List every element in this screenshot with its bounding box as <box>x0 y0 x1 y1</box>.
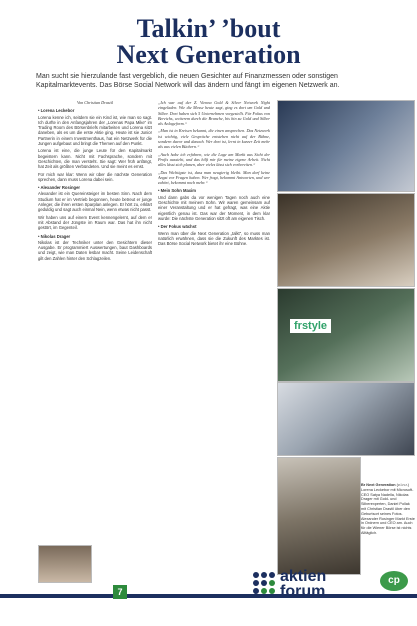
byline: Von Christian Drastil <box>76 100 114 105</box>
photo-conference <box>277 100 415 192</box>
subheading-lorena: • Lorena Leckebor <box>38 108 75 114</box>
headline-line1: Talkin’ ’bout <box>136 14 281 43</box>
paragraph: Lorena ist eine, die junge Leute für den Kapitalmarkt begeistern kann. Nicht mit Fachsprache, sondern mit Geschichten, die man versteht. Sie sagt: Wer früh anfängt, hat Zeit als größten Verbündeten. Und sie meint es ernst. <box>38 148 152 170</box>
aktienforum-logo <box>250 569 410 609</box>
photo-event-sign <box>277 288 415 382</box>
paragraph: Alexander ist ein Quereinsteiger im besten Sinn. Nach dem Studium hat er im Vertrieb begonnen, heute betreut er junge Anleger, die ihren ersten Sparplan anlegen. Er hört zu, erklärt geduldig und sagt auch einmal Nein, wenn etwas nicht passt. <box>38 191 152 213</box>
paragraph: Für mich war klar: Wenn wir über die nächste Generation sprechen, dann muss Lorena dabei sein. <box>38 171 152 182</box>
subheading-alexander: • Alexander Rosinger <box>38 185 81 191</box>
subheading-maxim: • Mein Sohn Maxim <box>158 188 196 194</box>
subheading-nikolas: • Nikolas Drager <box>38 233 71 239</box>
article-column-2 <box>158 100 270 560</box>
partner-badge: cp <box>380 571 408 591</box>
article-column-1 <box>38 100 152 560</box>
quote-paragraph: „Ich war auf der Z. Vienna Gold & Silver Network Night eingeladen. Wie die Messe heute sagt, ging es dort um Gold und Silber. Dort haben sich 5 Unternehmen vorgestellt. Für Fokus von Bereichs, weiterem durch die Branche, bis hin zu Gold und Silber als Anlageform.“ <box>158 100 270 127</box>
portrait-photo <box>38 545 92 583</box>
caption-title: Br Next Generation <box>361 483 396 487</box>
logo-mark-icon <box>250 569 276 599</box>
paragraph: Lorena kenne ich, seitdem sie ein Kind ist, wie man so sagt. Ich durfte in den Anfangsjahren der „Lorenas Papa Mike“ im Trading Room des Börsenbriefs mitarbeiten und Lorena sitzt daneben, als es um die erste Aktie ging. Heute ist sie Junior Partnerin in einem Investmenthaus, hat ein Netzwerk für die Jungen aufgebaut und bringt die Themen auf den Punkt. <box>38 114 152 147</box>
quote-paragraph: „Man ist in Kreisen bekannt, die einen ansprechen. Das Netzwerk ist wichtig, viele Gespräche entstehen nicht auf der Bühne, sondern davor und danach. Wer dort ist, lernt in kurzer Zeit mehr als aus vielen Büchern.“ <box>158 128 270 150</box>
paragraph: Wenn man über die Next Generation „talkt“, so muss man natürlich erwähnen, dass sie die Zukunft des Marktes ist. Das Börse Social Network bietet ihr eine Bühne. <box>158 230 270 247</box>
quote-paragraph: „Auch habe ich erfahren, wie die Lage am Markt aus Sicht der Profis aussieht, und das hilft mir für meine eigene Arbeit. Nicht alles lässt sich planen, aber vieles lässt sich vorbereiten.“ <box>158 151 270 168</box>
caption-text: (v.l.n.r.) Lorena Leckebor mit Microsoft-CEO Satya Nadella, Nikolas Drager mit Gold- und Silberexperten, Daniel Pollak mit Christian Drastil über den Geburtsort seines Fotos. Alexander Rosinger Markt Erste in Ordnern und CEO am. Auch für die Wiener Börse ist nichts Alltäglich. <box>361 483 415 535</box>
paragraph: Nikolas ist der Techniker unter den Gesichtern dieser Ausgabe. Er programmiert Auswertungen, baut Dashboards und zeigt, wie man Daten lesbar macht. Seine Leidenschaft gilt den Zahlen hinter den Schlagzeilen. <box>38 239 152 261</box>
photo-presenters <box>277 193 415 287</box>
logo-wordmark: aktien forum <box>280 568 327 600</box>
lead-paragraph: Man sucht sie hierzulande fast vergeblich, die neuen Gesichter auf Finanzmessen oder sonstigen Kapitalmarktevents. Das Börse Social Network will das ändern und fängt im eigenen Netzwerk an. <box>36 73 340 89</box>
subheading-fokus: • Der Fokus wächst <box>158 224 197 230</box>
photo-group <box>277 382 415 456</box>
photo-portrait-woman <box>277 457 361 575</box>
paragraph: Und dann gabs da vor wenigen Tagen noch auch eine Geschichte mit meinem Sohn. Wir waren gemeinsam auf einer Veranstaltung und er hat gefragt, was eine Aktie eigentlich genau ist. Das war der Moment, in dem klar wurde: Die nächste Generation sitzt oft am eigenen Tisch. <box>158 194 270 221</box>
photo-caption <box>361 483 415 536</box>
sign-text: frstyle <box>290 319 331 333</box>
headline-line2: Next Generation <box>116 40 301 69</box>
page-number: 7 <box>113 585 127 599</box>
paragraph: Wir haben uns auf einem Event kennengelernt, auf dem er mit Abstand der Jüngste im Raum war. Das hat ihn nicht gestört, im Gegenteil. <box>38 214 152 231</box>
quote-paragraph: „Das Wichtigste ist, dass man neugierig bleibt. Man darf keine Angst vor Fragen haben. Wer fragt, bekommt Antworten, und wer zuhört, bekommt noch mehr.“ <box>158 169 270 186</box>
